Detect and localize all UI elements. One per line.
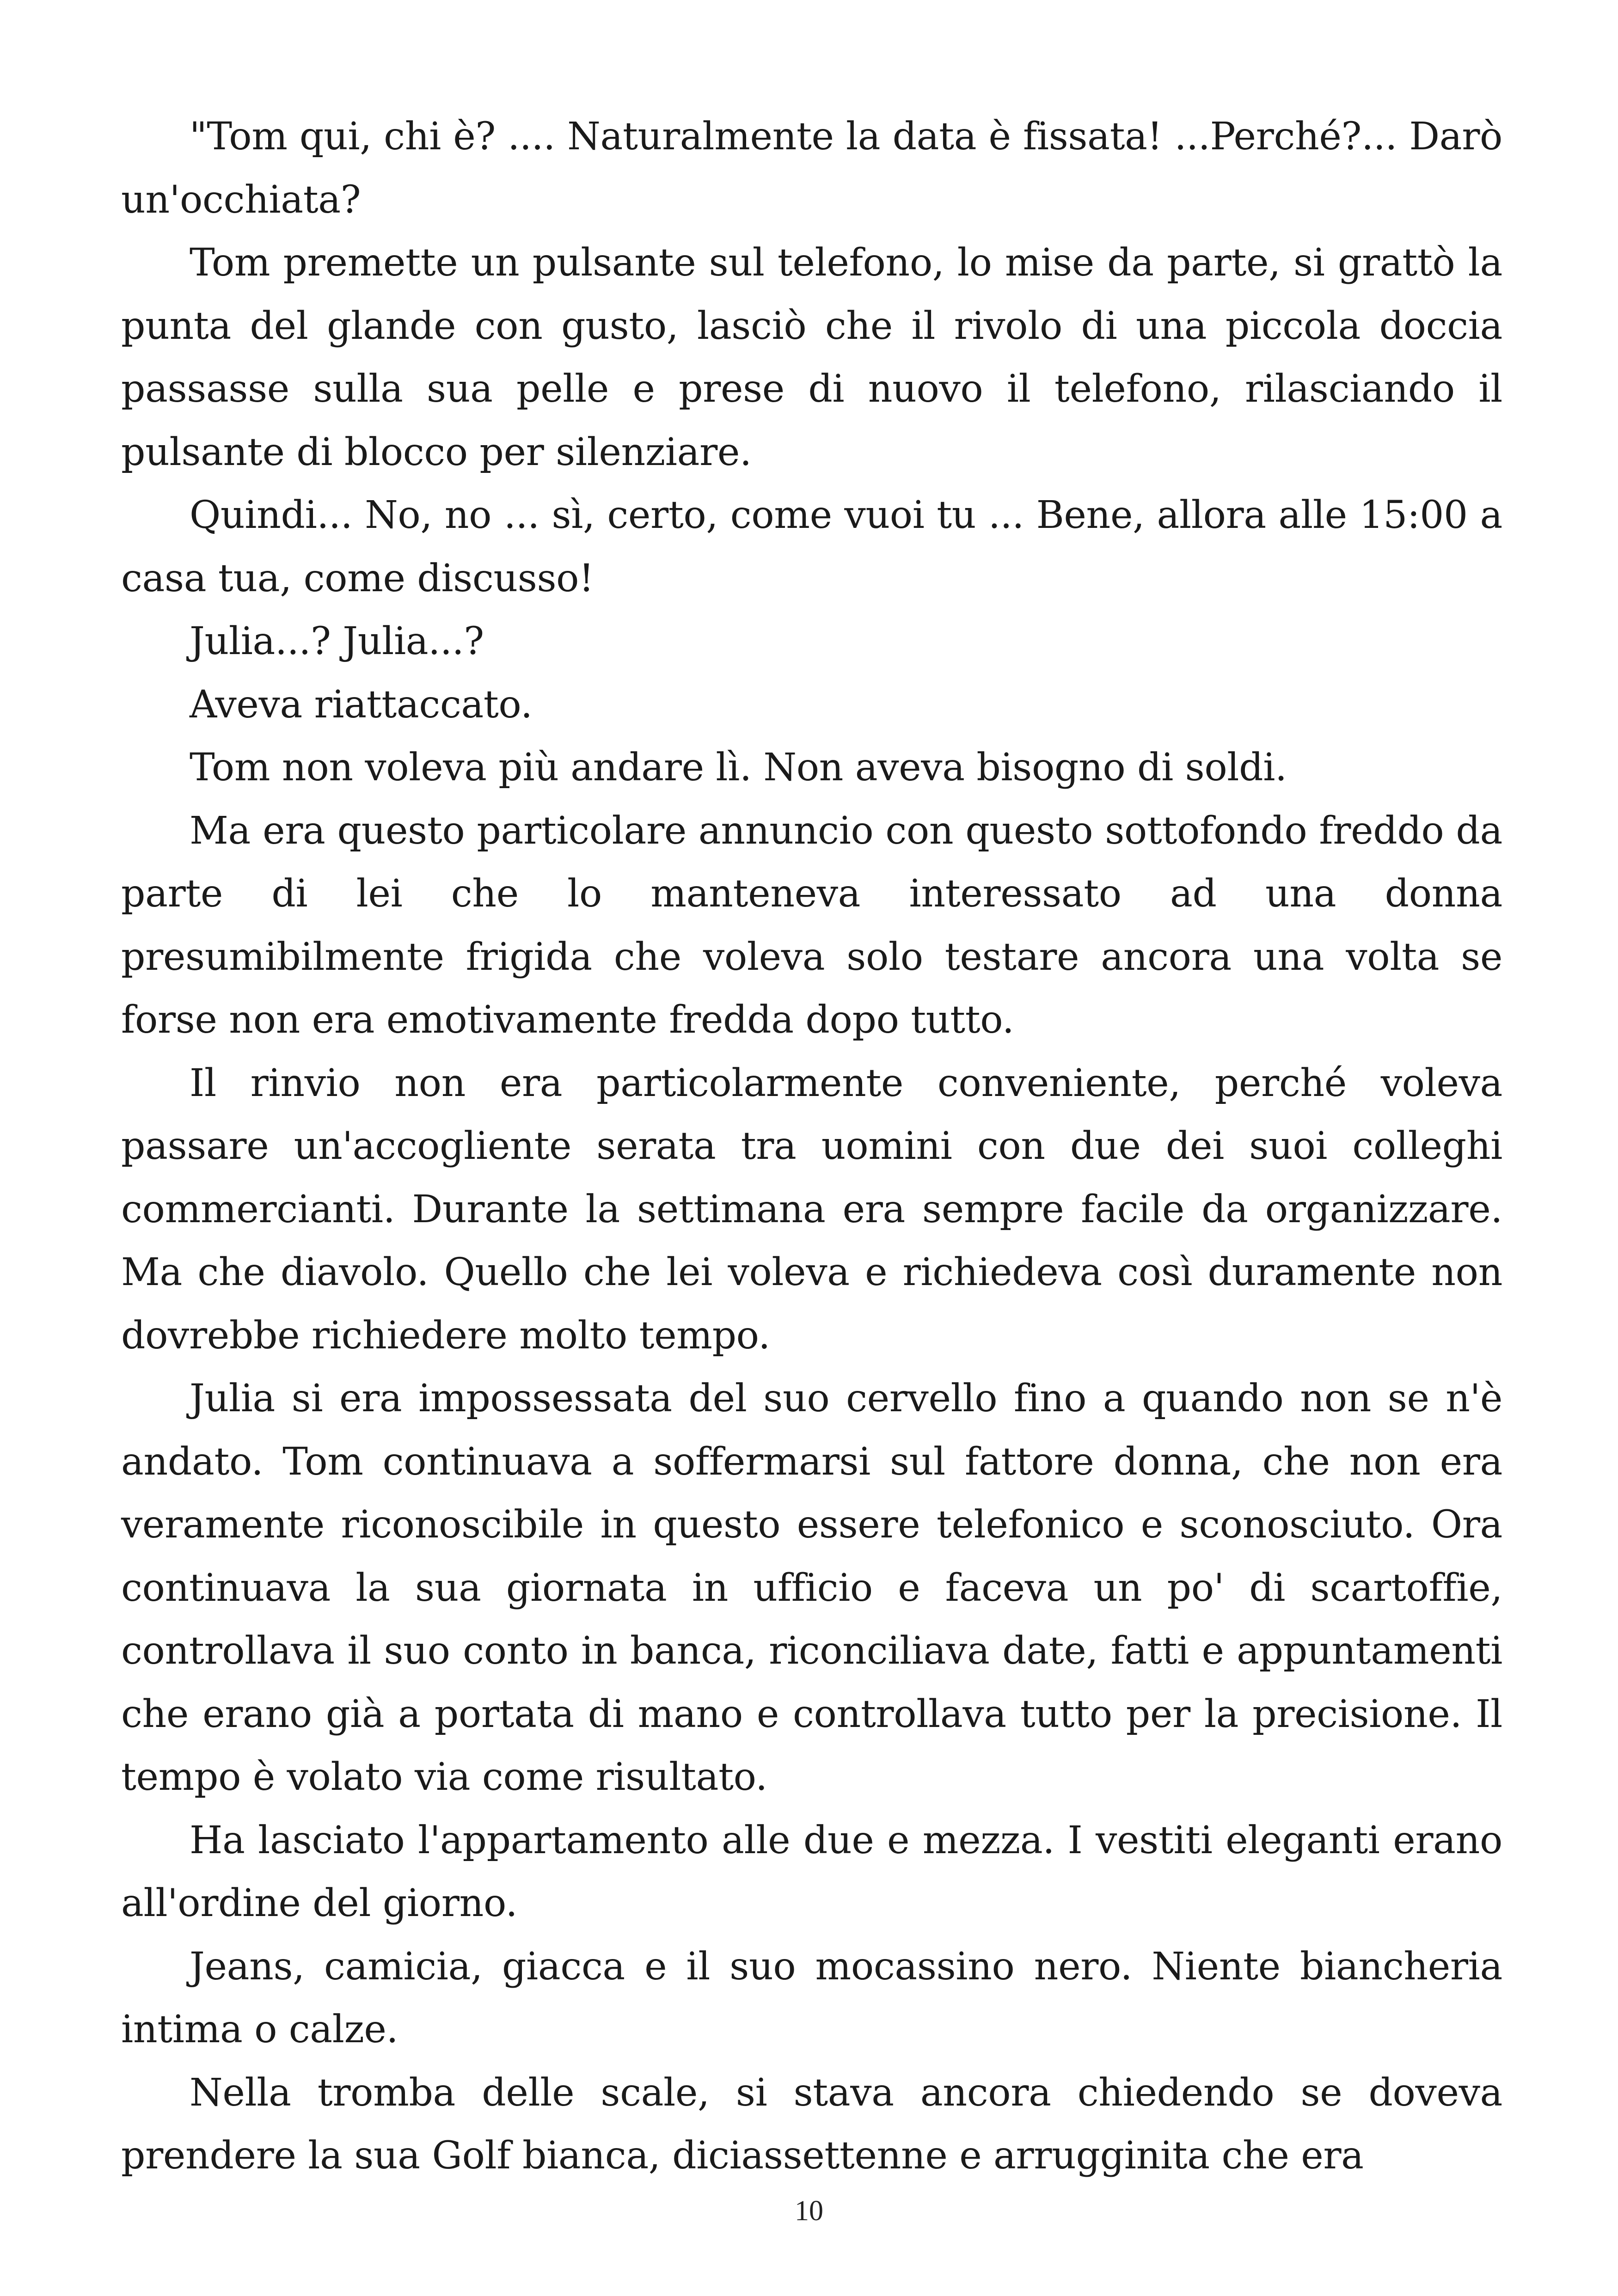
- paragraph: Tom non voleva più andare lì. Non aveva bisogno di soldi.: [190, 746, 1287, 790]
- paragraph: Julia si era impossessata del suo cervello fino a quando non se n'è andato. Tom continuava a soffermarsi sul fattore donna, che non era veramente riconoscibile in questo essere telefonico e sconosciuto. Ora continuava la sua giornata in ufficio e faceva un po' di scartoffie, controllava il suo conto in banca, riconciliava date, fatti e appuntamenti che erano già a portata di mano e controllava tutto per la precisione. Il tempo è volato via come risultato.: [121, 1377, 1502, 1799]
- paragraph: Ha lasciato l'appartamento alle due e mezza. I vestiti eleganti erano all'ordine del giorno.: [121, 1818, 1502, 1925]
- page-number: 10: [795, 2195, 823, 2227]
- paragraph-last: Nella tromba delle scale, si stava ancora chiedendo se doveva prendere la sua Golf bianca, diciassettenne e arrugginita che era: [121, 2070, 1502, 2178]
- paragraph: Jeans, camicia, giacca e il suo mocassino nero. Niente biancheria intima o calze.: [121, 1944, 1502, 2051]
- paragraph: Il rinvio non era particolarmente conveniente, perché voleva passare un'accogliente serata tra uomini con due dei suoi colleghi commercianti. Durante la settimana era sempre facile da organizzare. Ma che diavolo. Quello che lei voleva e richiedeva così duramente non dovrebbe richiedere molto tempo.: [121, 1061, 1502, 1358]
- paragraph: Aveva riattaccato.: [190, 682, 533, 727]
- paragraph: Ma era questo particolare annuncio con questo sottofondo freddo da parte di lei che lo manteneva interessato ad una donna presumibilmente frigida che voleva solo testare ancora una volta se forse non era emotivamente fredda dopo tutto.: [121, 808, 1502, 1042]
- paragraph: Julia...? Julia...?: [190, 619, 484, 663]
- paragraph: "Tom qui, chi è? .... Naturalmente la data è fissata! ...Perché?... Darò un'occhiata?: [121, 115, 1502, 222]
- paragraph: Tom premette un pulsante sul telefono, lo mise da parte, si grattò la punta del glande con gusto, lasciò che il rivolo di una piccola doccia passasse sulla sua pelle e prese di nuovo il telefono, rilasciando il pulsante di blocco per silenziare.: [121, 241, 1502, 474]
- paragraph: Quindi... No, no ... sì, certo, come vuoi tu ... Bene, allora alle 15:00 a casa tua, come discusso!: [121, 493, 1502, 600]
- page-body: [121, 105, 1502, 2188]
